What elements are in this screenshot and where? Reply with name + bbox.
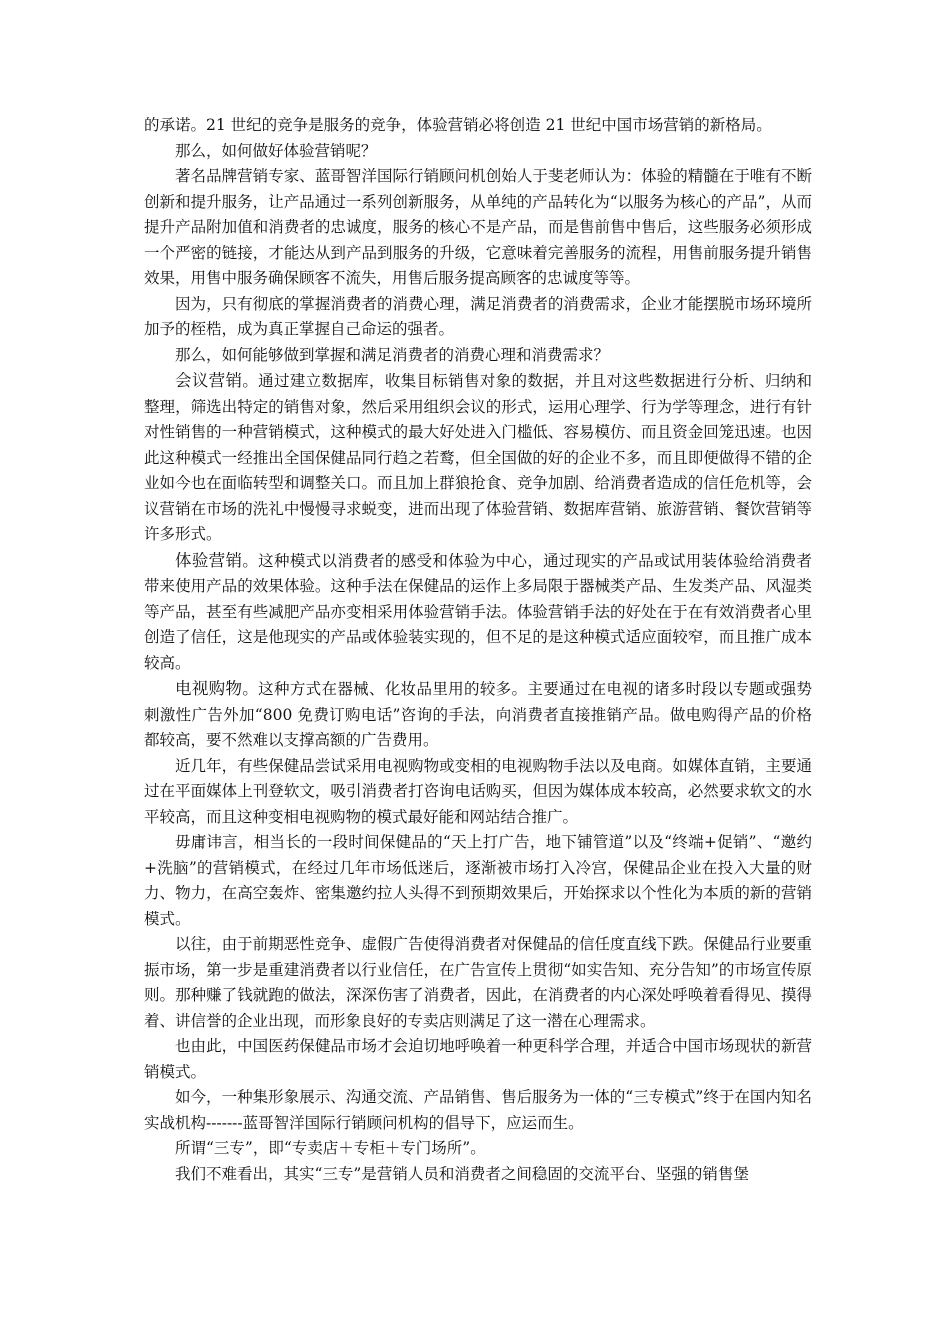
paragraph-5: 那么，如何能够做到掌握和满足消费者的消费心理和消费需求？ <box>175 345 610 364</box>
section-heading-tv-shopping: 电视购物 <box>175 679 243 698</box>
paragraph-2: 那么，如何做好体验营销呢？ <box>175 141 377 160</box>
section-heading-conference-marketing: 会议营销 <box>175 371 243 390</box>
paragraph-12: 也由此，中国医药保健品市场才会迫切地呼唤着一种更科学合理，并适合中国市场现状的新营销模式。 <box>144 1037 812 1081</box>
paragraph-9: 近几年，有些保健品尝试采用电视购物或变相的电视购物手法以及电商。如媒体直销，主要通过在平面媒体上刊登软文，吸引消费者打咨询电话购买，但因为媒体成本较高，必然要求软文的水平较高，而且这种变相电视购物的模式最好能和网站结合推广。 <box>144 756 812 826</box>
section-heading-experience-marketing: 体验营销 <box>175 550 243 570</box>
paragraph-11: 以往，由于前期恶性竞争、虚假广告使得消费者对保健品的信任度直线下跌。保健品行业要重振市场，第一步是重建消费者以行业信任，在广告宣传上贯彻“如实告知、充分告知”的市场宣传原则。那种赚了钱就跑的做法，深深伤害了消费者，因此，在消费者的内心深处呼唤着看得见、摸得着、讲信誉的企业出现，而形象良好的专卖店则满足了这一潜在心理需求。 <box>144 935 812 1030</box>
paragraph-14: 所谓“三专”，即“专卖店＋专柜＋专门场所”。 <box>175 1139 486 1157</box>
paragraph-1: 的承诺。21 世纪的竞争是服务的竞争，体验营销必将创造 21 世纪中国市场营销的新格局。 <box>144 116 772 134</box>
paragraph-conference-marketing: 会议营销。通过建立数据库，收集目标销售对象的数据，并且对这些数据进行分析、归纳和整理，筛选出特定的销售对象，然后采用组织会议的形式，运用心理学、行为学等理念，进行有针对性销售的一种营销模式，这种模式的最大好处进入门槛低、容易模仿、而且资金回笼迅速。也因此这种模式一经推出全国保健品同行趋之若鹜，但全国做的好的企业不多，而且即便做得不错的企业如今也在面临转型和调整关口。而且加上群狼抢食、竞争加剧、给消费者造成的信任危机等，会议营销在市场的洗礼中慢慢寻求蜕变，进而出现了体验营销、数据库营销、旅游营销、餐饮营销等许多形式。 <box>144 371 812 543</box>
paragraph-15: 我们不难看出，其实“三专”是营销人员和消费者之间稳固的交流平台、坚强的销售堡 <box>175 1164 749 1183</box>
paragraph-10: 毋庸讳言，相当长的一段时间保健品的“天上打广告，地下铺管道”以及“终端+促销”、“邀约+洗脑”的营销模式，在经过几年市场低迷后，逐渐被市场打入冷宫，保健品企业在投入大量的财力、物力，在高空轰炸、密集邀约拉人头得不到预期效果后，开始探求以个性化为本质的新的营销模式。 <box>144 833 812 928</box>
document-body <box>144 113 812 1187</box>
paragraph-4: 因为，只有彻底的掌握消费者的消费心理，满足消费者的消费需求，企业才能摆脱市场环境所加予的桎梏，成为真正掌握自己命运的强者。 <box>144 294 812 338</box>
paragraph-13: 如今，一种集形象展示、沟通交流、产品销售、售后服务为一体的“三专模式”终于在国内知名实战机构-------蓝哥智洋国际行销顾问机构的倡导下，应运而生。 <box>144 1088 812 1132</box>
paragraph-3: 著名品牌营销专家、蓝哥智洋国际行销顾问机创始人于斐老师认为：体验的精髓在于唯有不断创新和提升服务，让产品通过一系列创新服务，从单纯的产品转化为“以服务为核心的产品”，从而提升产品附加值和消费者的忠诚度，服务的核心不是产品，而是售前售中售后，这些服务必须形成一个严密的链接，才能达从到产品到服务的升级，它意味着完善服务的流程，用售前服务提升销售效果，用售中服务确保顾客不流失，用售后服务提高顾客的忠诚度等等。 <box>144 167 812 287</box>
paragraph-tv-shopping: 电视购物。这种方式在器械、化妆品里用的较多。主要通过在电视的诸多时段以专题或强势刺激性广告外加“800 免费订购电话”咨询的手法，向消费者直接推销产品。做电购得产品的价格都较高，要不然难以支撑高额的广告费用。 <box>144 679 812 749</box>
paragraph-experience-marketing: 体验营销。这种模式以消费者的感受和体验为中心，通过现实的产品或试用装体验给消费者带来使用产品的效果体验。这种手法在保健品的运作上多局限于器械类产品、生发类产品、风湿类等产品，甚至有些减肥产品亦变相采用体验营销手法。体验营销手法的好处在于在有效消费者心里创造了信任，这是他现实的产品或体验装实现的，但不足的是这种模式适应面较窄，而且推广成本较高。 <box>144 550 812 672</box>
